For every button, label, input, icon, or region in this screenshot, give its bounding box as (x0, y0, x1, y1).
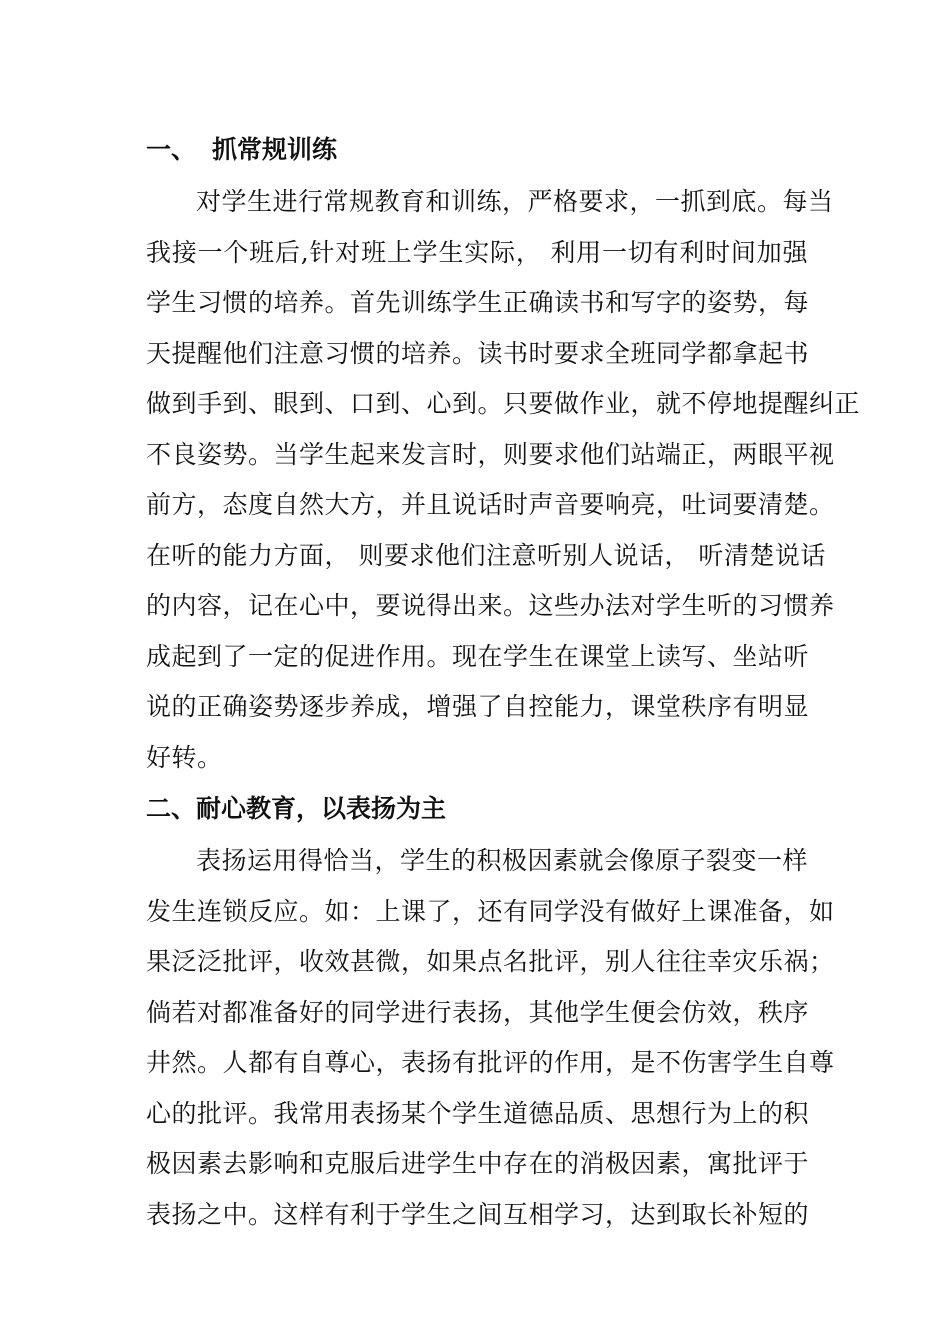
paragraph-line: 成起到了一定的促进作用。现在学生在课堂上读写、坐站听 (146, 641, 810, 671)
paragraph-line: 的内容，记在心中，要说得出来。这些办法对学生听的习惯养 (146, 591, 835, 620)
paragraph-line: 做到手到、眼到、口到、心到。只要做作业，就不停地提醒纠正 (146, 389, 861, 418)
paragraph-line: 表扬之中。这样有利于学生之间互相学习，达到取长补短的 (146, 1199, 810, 1229)
paragraph-line: 心的批评。我常用表扬某个学生道德品质、思想行为上的积 (146, 1098, 810, 1128)
document-page (146, 130, 861, 1240)
paragraph-line: 发生连锁反应。如：上课了，还有同学没有做好上课准备，如 (146, 896, 835, 926)
paragraph-line: 不良姿势。当学生起来发言时，则要求他们站端正，两眼平视 (146, 439, 835, 469)
paragraph-line: 说的正确姿势逐步养成，增强了自控能力，课堂秩序有明显 (146, 692, 810, 721)
paragraph-line: 天提醒他们注意习惯的培养。读书时要求全班同学都拿起书 (146, 338, 810, 368)
paragraph-line: 极因素去影响和克服后进学生中存在的消极因素，寓批评于 (146, 1149, 810, 1178)
section-1-title: 抓常规训练 (212, 135, 338, 164)
paragraph-line: 学生习惯的培养。首先训练学生正确读书和写字的姿势，每 (146, 288, 810, 317)
section-1-paragraph (146, 177, 861, 783)
paragraph-line: 好转。 (146, 742, 223, 772)
paragraph-line: 表扬运用得恰当，学生的积极因素就会像原子裂变一样 (196, 846, 809, 875)
section-2-heading: 二、耐心教育，以表扬为主 (146, 794, 447, 823)
paragraph-line: 井然。人都有自尊心，表扬有批评的作用，是不伤害学生自尊 (146, 1048, 835, 1077)
paragraph-line: 果泛泛批评，收效甚微，如果点名批评，别人往往幸灾乐祸； (146, 947, 835, 976)
paragraph-line: 我接一个班后,针对班上学生实际， 利用一切有利时间加强 (146, 237, 808, 267)
section-1-heading (146, 130, 808, 170)
section-1-number: 一、 (146, 135, 197, 164)
paragraph-line: 在听的能力方面， 则要求他们注意听别人说话， 听清楚说话 (146, 540, 826, 570)
paragraph-line: 对学生进行常规教育和训练，严格要求，一抓到底。每当 (196, 187, 834, 216)
paragraph-line: 前方，态度自然大方，并且说话时声音要响亮，吐词要清楚。 (146, 490, 835, 519)
section-2-paragraph (146, 836, 835, 1240)
paragraph-line: 倘若对都准备好的同学进行表扬，其他学生便会仿效，秩序 (146, 997, 810, 1027)
